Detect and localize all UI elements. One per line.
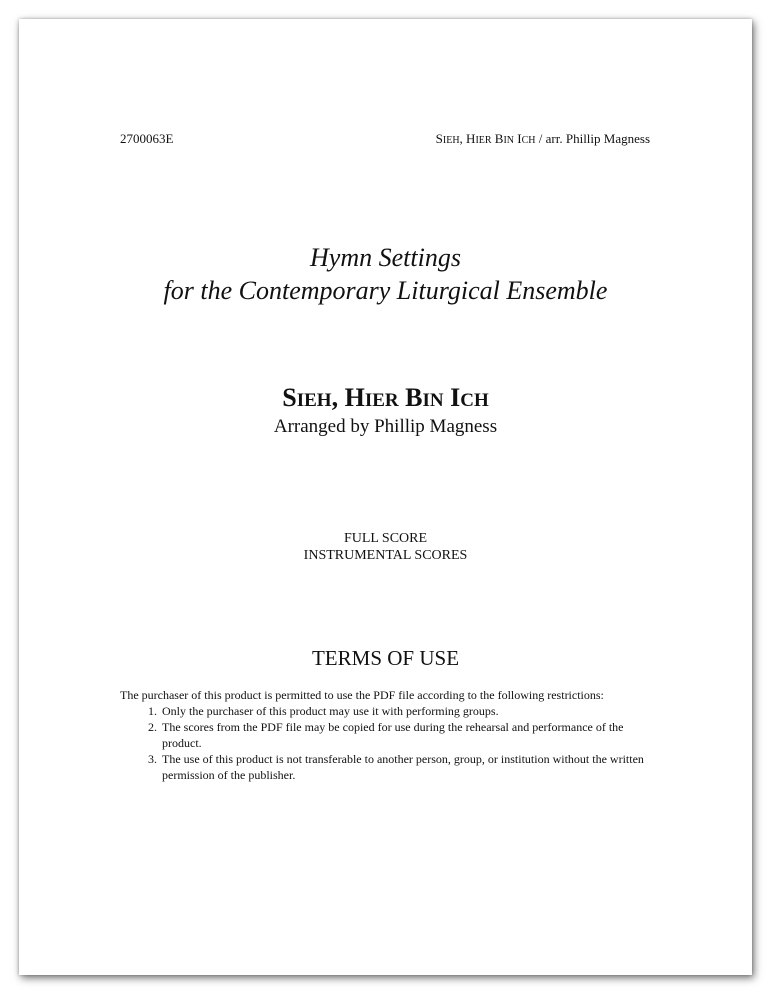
title-ieh: IEH: [296, 390, 332, 411]
header-title-in: IN: [503, 135, 515, 146]
title-ier: IER: [364, 390, 399, 411]
contents-item-full-score: FULL SCORE: [343, 531, 428, 546]
piece-title: [19, 383, 752, 416]
arranger-credit: Arranged by Phillip Magness: [273, 416, 498, 437]
document-page: [19, 19, 752, 975]
terms-heading: TERMS OF USE: [311, 646, 460, 670]
header-title-b: B: [491, 131, 504, 146]
contents-list: [19, 530, 752, 564]
terms-body: [120, 687, 660, 783]
header-title-ier: IER: [475, 135, 492, 146]
terms-list: [120, 703, 660, 783]
terms-item-1: 1. Only the purchaser of this product may use it with performing groups.: [160, 703, 660, 719]
series-title: [19, 241, 752, 307]
catalog-number: 2700063E: [120, 131, 174, 146]
series-title-line-1: Hymn Settings: [310, 243, 461, 272]
terms-intro: The purchaser of this product is permitted to use the PDF file according to the following restrictions:: [120, 688, 604, 702]
title-comma: ,: [331, 383, 345, 412]
header-title-comma: ,: [459, 131, 467, 146]
header-title-ieh: IEH: [442, 135, 460, 146]
header-title-i: I: [514, 131, 522, 146]
title-in: IN: [422, 390, 444, 411]
header-title-s: S: [435, 131, 443, 146]
title-i: I: [443, 383, 461, 412]
header-arranger: / arr. Phillip Magness: [535, 131, 650, 146]
running-header: [436, 131, 650, 147]
header-title-h: H: [466, 131, 476, 146]
terms-item-3: 3. The use of this product is not transferable to another person, group, or institution without the written permission of the publisher.: [160, 751, 660, 783]
title-ch: CH: [460, 390, 489, 411]
contents-item-instrumental-scores: INSTRUMENTAL SCORES: [303, 548, 468, 563]
title-s: S: [282, 383, 297, 412]
title-b: B: [398, 383, 423, 412]
series-title-line-2: for the Contemporary Liturgical Ensemble: [163, 276, 608, 305]
terms-item-2: 2. The scores from the PDF file may be copied for use during the rehearsal and performance of the product.: [160, 719, 660, 751]
title-h: H: [344, 383, 365, 412]
header-title-ch: CH: [521, 135, 536, 146]
